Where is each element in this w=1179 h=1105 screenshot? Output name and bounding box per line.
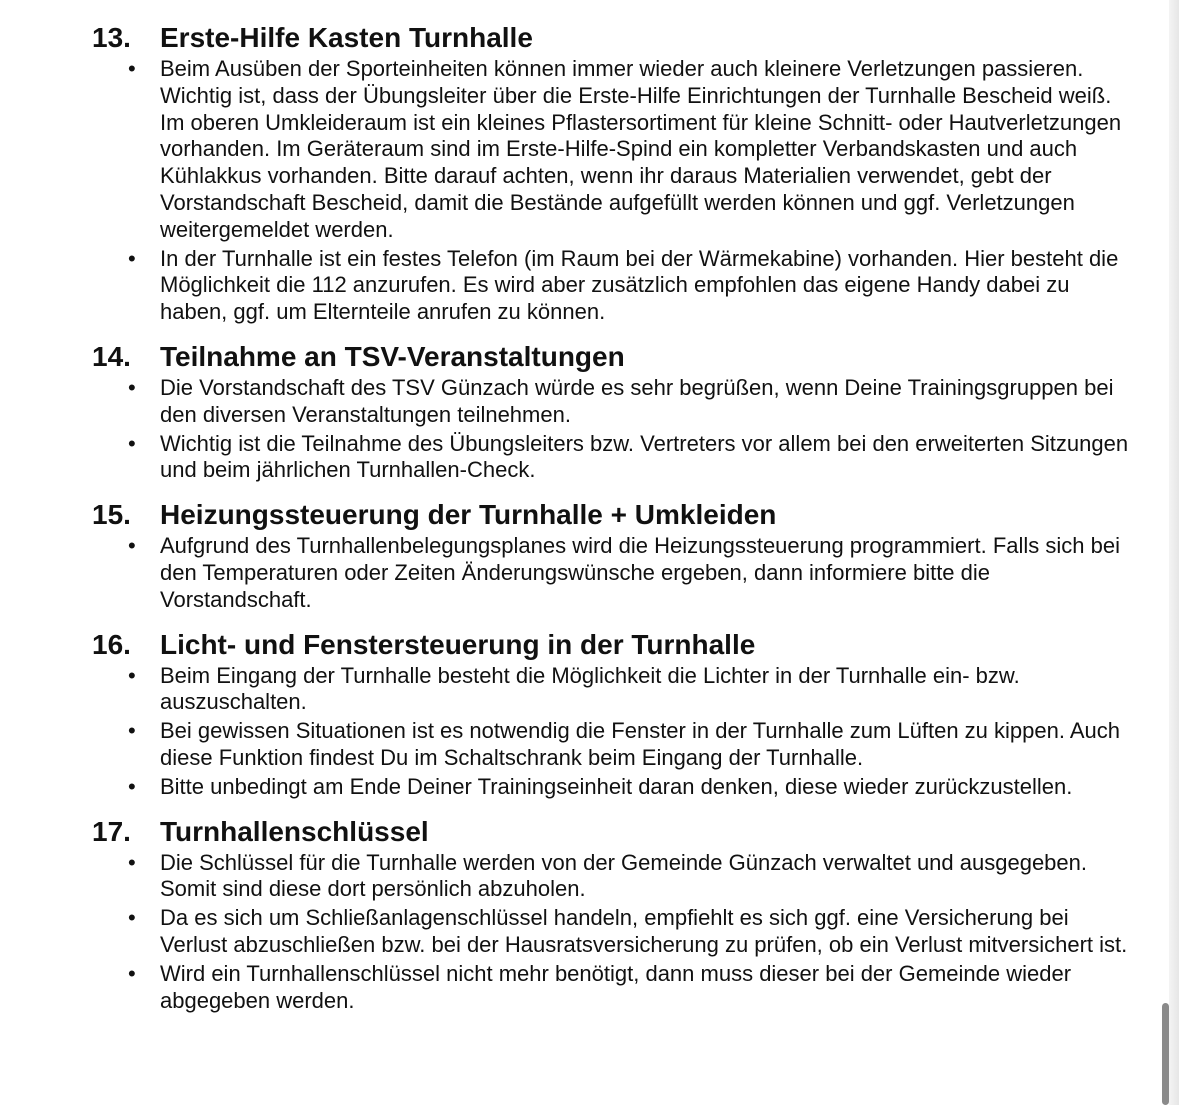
section-title: Teilnahme an TSV-Veranstaltungen bbox=[160, 340, 625, 372]
list-item bbox=[92, 533, 1132, 613]
list-item bbox=[92, 246, 1132, 326]
bullet-icon: • bbox=[128, 849, 136, 875]
bullet-list bbox=[92, 375, 1132, 484]
bullet-icon: • bbox=[128, 960, 136, 986]
bullet-list bbox=[92, 533, 1132, 613]
bullet-icon: • bbox=[128, 718, 136, 744]
list-item-text: Wichtig ist die Teilnahme des Übungsleiters bzw. Vertreters vor allem bei den erweiterten Sitzungen und beim jährlichen Turnhallen-Check. bbox=[160, 430, 1129, 483]
bullet-list bbox=[92, 850, 1132, 1015]
document-body bbox=[92, 22, 1132, 1029]
bullet-list bbox=[92, 56, 1132, 326]
bullet-icon: • bbox=[128, 533, 136, 559]
section-number: 17. bbox=[92, 815, 131, 847]
section-number: 13. bbox=[92, 22, 131, 53]
bullet-icon: • bbox=[128, 430, 136, 456]
list-item bbox=[92, 905, 1132, 959]
section-16 bbox=[92, 629, 1132, 801]
list-item bbox=[92, 774, 1132, 801]
list-item bbox=[92, 850, 1132, 904]
section-heading bbox=[92, 816, 1132, 848]
list-item bbox=[92, 718, 1132, 772]
list-item-text: In der Turnhalle ist ein festes Telefon (im Raum bei der Wärmekabine) vorhanden. Hier besteht die Möglichkeit die 112 anzurufen. Es wird aber zusätzlich empfohlen das eigene Handy dabei zu haben, ggf. um Elternteile anrufen zu können. bbox=[160, 245, 1119, 325]
section-heading bbox=[92, 629, 1132, 661]
section-title: Licht- und Fenstersteuerung in der Turnhalle bbox=[160, 628, 756, 660]
bullet-icon: • bbox=[128, 905, 136, 931]
list-item-text: Die Schlüssel für die Turnhalle werden von der Gemeinde Günzach verwaltet und ausgegeben. Somit sind diese dort persönlich abzuholen. bbox=[160, 849, 1087, 902]
section-title: Erste-Hilfe Kasten Turnhalle bbox=[160, 22, 533, 53]
section-number: 16. bbox=[92, 628, 131, 660]
list-item bbox=[92, 431, 1132, 485]
section-14 bbox=[92, 341, 1132, 484]
bullet-icon: • bbox=[128, 56, 136, 81]
bullet-icon: • bbox=[128, 374, 136, 400]
section-title: Heizungssteuerung der Turnhalle + Umkleiden bbox=[160, 499, 777, 531]
section-heading bbox=[92, 22, 1132, 54]
section-15 bbox=[92, 499, 1132, 613]
section-17 bbox=[92, 816, 1132, 1015]
section-title: Turnhallenschlüssel bbox=[160, 815, 429, 847]
list-item-text: Bei gewissen Situationen ist es notwendig die Fenster in der Turnhalle zum Lüften zu kippen. Auch diese Funktion findest Du im Schaltschrank beim Eingang der Turnhalle. bbox=[160, 718, 1121, 770]
list-item-text: Da es sich um Schließanlagenschlüssel handeln, empfiehlt es sich ggf. eine Versicherung bei Verlust abzuschließen bzw. bei der Hausratsversicherung zu prüfen, ob ein Verlust mitversichert ist. bbox=[160, 905, 1128, 957]
bullet-icon: • bbox=[128, 662, 136, 688]
list-item-text: Wird ein Turnhallenschlüssel nicht mehr benötigt, dann muss dieser bei der Gemeinde wieder abgegeben werden. bbox=[160, 960, 1072, 1013]
bullet-icon: • bbox=[128, 773, 136, 799]
list-item bbox=[92, 663, 1132, 717]
list-item-text: Beim Eingang der Turnhalle besteht die Möglichkeit die Lichter in der Turnhalle ein- bzw. auszuschalten. bbox=[160, 662, 1020, 715]
section-heading bbox=[92, 499, 1132, 531]
section-number: 15. bbox=[92, 499, 131, 531]
list-item-text: Bitte unbedingt am Ende Deiner Trainingseinheit daran denken, diese wieder zurückzustellen. bbox=[160, 773, 1073, 799]
bullet-list bbox=[92, 663, 1132, 801]
page-edge-shadow bbox=[1169, 0, 1179, 1105]
section-heading bbox=[92, 341, 1132, 373]
list-item-text: Die Vorstandschaft des TSV Günzach würde es sehr begrüßen, wenn Deine Trainingsgruppen bei den diversen Veranstaltungen teilnehmen. bbox=[160, 374, 1114, 427]
section-13 bbox=[92, 22, 1132, 326]
list-item bbox=[92, 375, 1132, 429]
section-number: 14. bbox=[92, 340, 131, 372]
list-item bbox=[92, 961, 1132, 1015]
bullet-icon: • bbox=[128, 245, 136, 271]
list-item-text: Beim Ausüben der Sporteinheiten können immer wieder auch kleinere Verletzungen passieren. Wichtig ist, dass der Übungsleiter über die Erste-Hilfe Einrichtungen der Turnhalle Bescheid weiß. Im oberen Umkleideraum ist ein kleines Pflastersortiment für kleine Schnitt- oder Hautverletzungen vorhanden. Im Geräteraum sind im Erste-Hilfe-Spind ein kompletter Verbandskasten und auch Kühlakkus vorhanden. Bitte darauf achten, wenn ihr daraus Materialien verwendet, gebt der Vorstandschaft Bescheid, damit die Bestände aufgefüllt werden können und ggf. Verletzungen weitergemeldet werden. bbox=[160, 56, 1122, 242]
list-item bbox=[92, 56, 1132, 244]
list-item-text: Aufgrund des Turnhallenbelegungsplanes wird die Heizungssteuerung programmiert. Falls sich bei den Temperaturen oder Zeiten Änderungswünsche ergeben, dann informiere bitte die Vorstandschaft. bbox=[160, 533, 1120, 612]
scrollbar-thumb[interactable] bbox=[1162, 1003, 1169, 1105]
